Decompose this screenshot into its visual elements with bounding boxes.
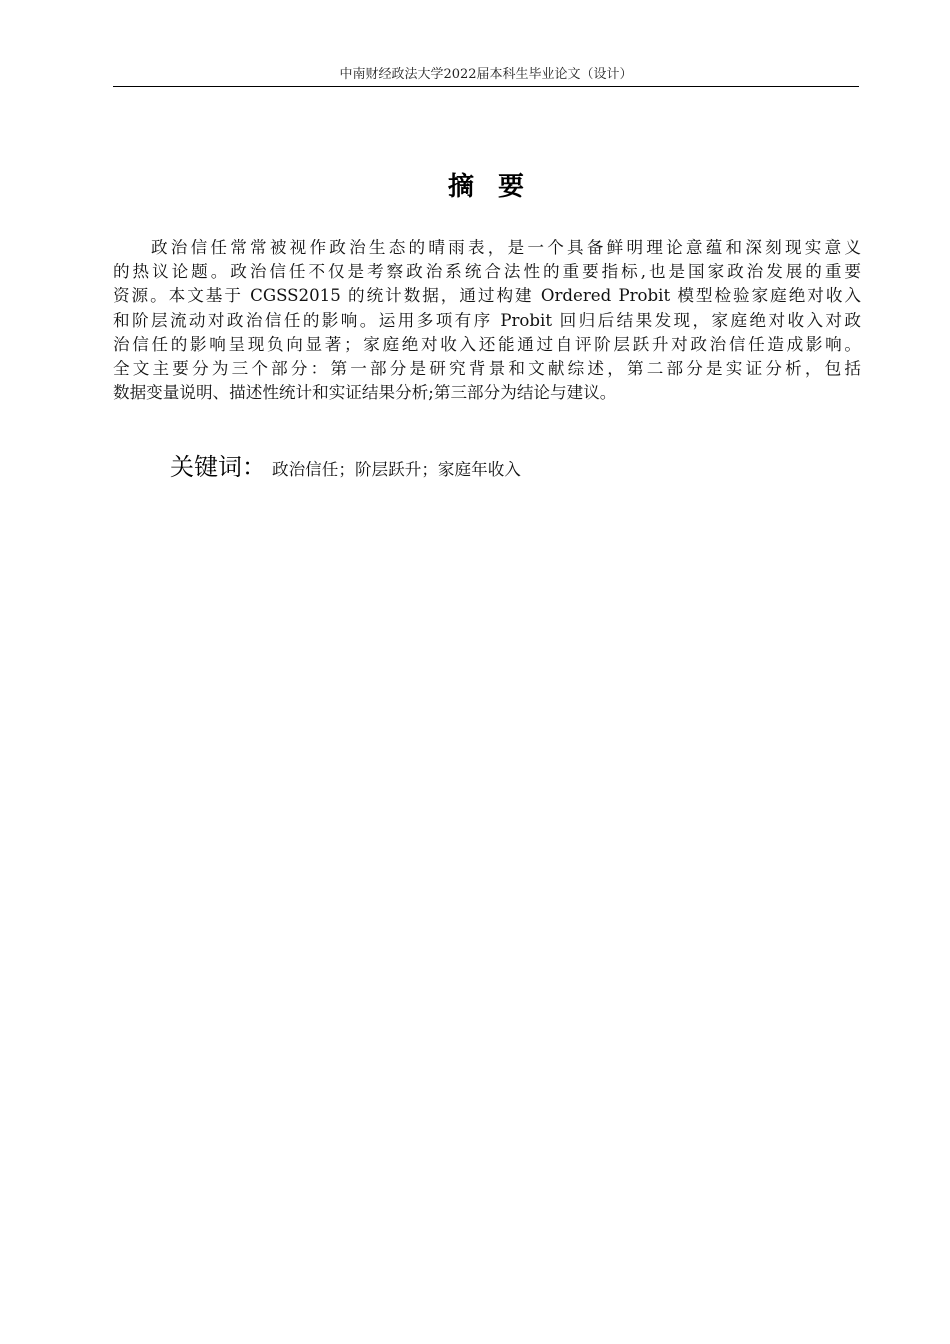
abstract-line: 资源。本文基于 CGSS2015 的统计数据，通过构建 Ordered Probit 模型检验家庭绝对收入: [113, 286, 861, 306]
abstract-line: 数据变量说明、描述性统计和实证结果分析;第三部分为结论与建议。: [113, 383, 617, 403]
abstract-title: 摘要: [447, 172, 548, 202]
keywords-value: 政治信任；阶层跃升；家庭年收入: [272, 460, 521, 479]
abstract-body: [113, 236, 861, 405]
abstract-line: 治信任的影响呈现负向显著；家庭绝对收入还能通过自评阶层跃升对政治信任造成影响。: [113, 334, 861, 354]
keywords: [170, 447, 830, 482]
header-rule: [113, 86, 859, 87]
abstract-line: 全文主要分为三个部分：第一部分是研究背景和文献综述，第二部分是实证分析，包括: [113, 359, 861, 379]
abstract-line: 政治信任常常被视作政治生态的晴雨表，是一个具备鲜明理论意蕴和深刻现实意义: [151, 238, 861, 257]
abstract-line: 和阶层流动对政治信任的影响。运用多项有序 Probit 回归后结果发现，家庭绝对收入对政: [113, 310, 861, 330]
page-header: 中南财经政法大学2022届本科生毕业论文（设计）: [339, 67, 633, 82]
keywords-label: 关键词：: [170, 453, 266, 481]
abstract-line: 的热议论题。政治信任不仅是考察政治系统合法性的重要指标,也是国家政治发展的重要: [113, 262, 861, 282]
